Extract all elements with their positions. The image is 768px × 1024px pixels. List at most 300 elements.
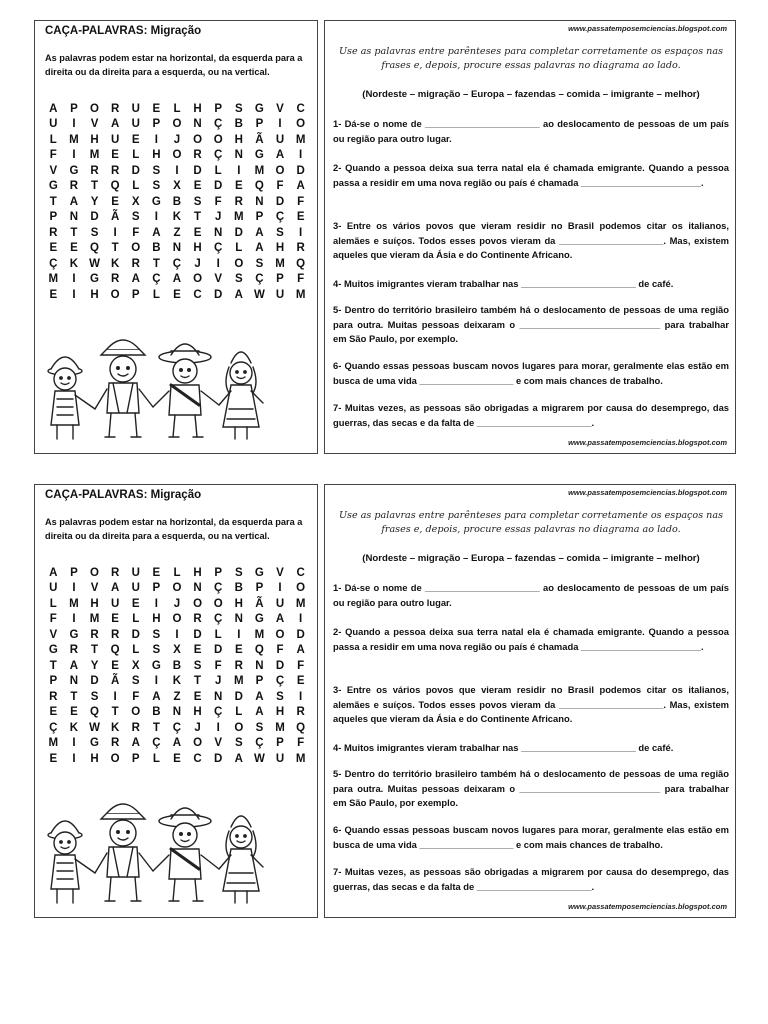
grid-row	[43, 287, 311, 303]
grid-letter: U	[110, 133, 120, 146]
grid-letter: S	[255, 257, 264, 270]
grid-letter: Q	[254, 180, 264, 193]
children-holding-hands-illustration	[43, 797, 311, 909]
grid-letter: R	[193, 613, 202, 626]
grid-letter: K	[172, 211, 182, 224]
grid-letter: D	[214, 288, 223, 301]
grid-letter: O	[193, 737, 203, 750]
grid-letter: E	[173, 288, 181, 301]
grid-letter: J	[173, 133, 181, 146]
question-4: 4- Muitos imigrantes vieram trabalhar nas ______________________ de café.	[333, 278, 674, 289]
grid-letter: R	[110, 566, 120, 579]
grid-letter: H	[152, 613, 161, 626]
grid-letter: E	[234, 180, 243, 193]
grid-letter: P	[49, 211, 58, 224]
grid-letter: O	[131, 242, 141, 255]
child-4	[219, 352, 263, 439]
grid-letter: O	[296, 582, 306, 595]
grid-letter: W	[253, 288, 265, 301]
grid-letter: M	[48, 737, 59, 750]
grid-letter: B	[234, 582, 243, 595]
grid-letter: D	[214, 180, 223, 193]
grid-letter: L	[132, 644, 140, 657]
grid-row	[43, 225, 311, 241]
grid-letter: X	[173, 180, 181, 193]
grid-letter: S	[193, 659, 202, 672]
grid-letter: Ç	[214, 118, 223, 131]
grid-letter: G	[48, 644, 58, 657]
wordsearch-card-bottom	[34, 484, 318, 918]
grid-letter: B	[172, 659, 182, 672]
grid-letter: Q	[110, 180, 120, 193]
grid-letter: Q	[254, 644, 264, 657]
grid-letter: S	[90, 690, 99, 703]
grid-letter: P	[276, 273, 284, 286]
grid-letter: A	[69, 195, 79, 208]
grid-letter: T	[91, 644, 99, 657]
grid-letter: F	[276, 644, 284, 657]
grid-letter: R	[110, 273, 120, 286]
grid-letter: C	[193, 288, 202, 301]
grid-letter: S	[152, 180, 161, 193]
grid-letter: N	[234, 149, 243, 162]
grid-row	[43, 117, 311, 133]
grid-letter: H	[275, 242, 285, 255]
grid-letter: R	[90, 628, 99, 641]
grid-letter: L	[152, 288, 160, 301]
grid-row	[43, 256, 311, 272]
grid-letter: S	[152, 164, 161, 177]
grid-letter: Ã	[255, 133, 264, 146]
grid-letter: I	[154, 675, 158, 688]
grid-letter: E	[49, 288, 58, 301]
grid-letter: I	[72, 582, 76, 595]
grid-letter: I	[72, 613, 76, 626]
grid-letter: N	[255, 195, 264, 208]
grid-letter: A	[255, 242, 264, 255]
grid-letter: D	[296, 628, 305, 641]
grid-letter: X	[131, 659, 140, 672]
grid-letter: R	[69, 644, 79, 657]
grid-letter: R	[131, 257, 140, 270]
grid-letter: Ç	[49, 721, 58, 734]
grid-letter: I	[72, 118, 76, 131]
grid-letter: Ç	[255, 737, 264, 750]
grid-letter: D	[275, 659, 285, 672]
child-3	[153, 808, 219, 901]
grid-letter: R	[193, 149, 202, 162]
grid-letter: T	[194, 211, 202, 224]
grid-letter: Ç	[255, 273, 264, 286]
grid-letter: A	[110, 118, 120, 131]
grid-letter: G	[151, 195, 161, 208]
grid-row	[43, 643, 311, 659]
grid-letter: H	[90, 752, 99, 765]
grid-letter: N	[172, 242, 182, 255]
grid-letter: G	[254, 566, 264, 579]
grid-letter: E	[152, 102, 161, 115]
exercise-card-top	[324, 20, 736, 454]
grid-letter: E	[296, 211, 305, 224]
grid-row	[43, 179, 311, 195]
grid-letter: Ã	[110, 211, 120, 224]
grid-letter: Ç	[172, 721, 182, 734]
question-1: 1- Dá-se o nome de ______________________ ao deslocamento de pessoas de um país ou região para outro lugar.	[333, 118, 729, 144]
grid-letter: N	[193, 118, 202, 131]
question-3: 3- Entre os vários povos que vieram residir no Brasil podemos citar os italianos, alemães e suíços. Todos esses povos vieram da ____________________. Mas, existem aqueles que vieram da Ásia e do Continente Africano.	[333, 220, 729, 260]
grid-letter: V	[276, 102, 284, 115]
grid-letter: I	[154, 211, 158, 224]
grid-letter: G	[90, 737, 99, 750]
grid-letter: M	[69, 133, 79, 146]
grid-letter: S	[90, 226, 99, 239]
site-url[interactable]: www.passatemposemciencias.blogspot.com	[568, 488, 727, 497]
grid-letter: R	[131, 721, 140, 734]
grid-letter: V	[214, 737, 223, 750]
wordsearch-card-top	[34, 20, 318, 454]
grid-letter: L	[132, 613, 140, 626]
grid-letter: F	[297, 659, 305, 672]
grid-letter: G	[69, 164, 79, 177]
grid-letter: J	[214, 675, 222, 688]
grid-letter: Ç	[214, 242, 223, 255]
grid-letter: I	[299, 690, 303, 703]
grid-letter: E	[49, 706, 58, 719]
grid-letter: P	[255, 582, 264, 595]
grid-letter: D	[90, 211, 99, 224]
grid-row	[43, 612, 311, 628]
site-url-footer[interactable]: www.passatemposemciencias.blogspot.com	[568, 902, 727, 911]
grid-row	[43, 101, 311, 117]
grid-letter: E	[193, 690, 202, 703]
grid-letter: Z	[173, 690, 181, 703]
grid-letter: A	[255, 226, 264, 239]
grid-letter: V	[90, 582, 99, 595]
grid-letter: I	[278, 118, 282, 131]
grid-letter: N	[214, 690, 223, 703]
exercise-card-bottom	[324, 484, 736, 918]
grid-letter: Ç	[214, 149, 223, 162]
grid-letter: D	[90, 675, 99, 688]
grid-letter: A	[110, 582, 120, 595]
grid-letter: E	[131, 597, 140, 610]
grid-letter: X	[173, 644, 181, 657]
grid-letter: S	[234, 102, 243, 115]
grid-letter: A	[49, 102, 58, 115]
grid-letter: S	[276, 226, 284, 239]
wordsearch-title: CAÇA-PALAVRAS: Migração	[45, 25, 202, 37]
grid-letter: T	[111, 706, 119, 719]
grid-letter: I	[237, 164, 241, 177]
grid-letter: S	[152, 628, 161, 641]
grid-letter: O	[213, 133, 223, 146]
grid-letter: F	[49, 149, 57, 162]
grid-letter: O	[131, 706, 141, 719]
grid-letter: S	[193, 195, 202, 208]
grid-letter: S	[234, 737, 243, 750]
grid-letter: I	[72, 288, 76, 301]
grid-letter: E	[131, 133, 140, 146]
grid-letter: Ç	[214, 706, 223, 719]
grid-letter: V	[49, 628, 58, 641]
grid-letter: A	[255, 690, 264, 703]
grid-letter: O	[172, 149, 182, 162]
grid-letter: Ç	[152, 273, 161, 286]
grid-letter: O	[193, 133, 203, 146]
grid-letter: L	[132, 180, 140, 193]
grid-letter: S	[276, 690, 284, 703]
grid-letter: M	[275, 721, 285, 734]
grid-letter: P	[255, 211, 264, 224]
grid-letter: I	[299, 613, 303, 626]
grid-letter: S	[234, 273, 243, 286]
grid-letter: Q	[90, 706, 99, 719]
grid-letter: G	[90, 273, 99, 286]
grid-letter: O	[234, 721, 244, 734]
grid-letter: S	[152, 644, 161, 657]
grid-letter: Ç	[49, 257, 58, 270]
grid-letter: Ç	[152, 737, 161, 750]
grid-letter: Ç	[214, 582, 223, 595]
grid-letter: Q	[296, 257, 306, 270]
grid-letter: F	[214, 195, 222, 208]
grid-letter: R	[110, 164, 120, 177]
grid-letter: O	[296, 118, 306, 131]
grid-row	[43, 596, 311, 612]
grid-letter: D	[131, 628, 140, 641]
grid-letter: B	[152, 706, 161, 719]
grid-letter: I	[237, 628, 241, 641]
grid-letter: R	[296, 242, 305, 255]
grid-letter: A	[131, 737, 140, 750]
grid-letter: O	[172, 582, 182, 595]
grid-letter: M	[48, 273, 59, 286]
grid-letter: U	[131, 566, 140, 579]
grid-letter: Y	[90, 195, 99, 208]
grid-letter: I	[72, 149, 76, 162]
grid-letter: A	[255, 706, 264, 719]
grid-letter: E	[49, 752, 58, 765]
grid-letter: Q	[90, 242, 99, 255]
grid-letter: B	[234, 118, 243, 131]
grid-letter: P	[152, 582, 161, 595]
question-2: 2- Quando a pessoa deixa sua terra natal ela é chamada emigrante. Quando a pessoa passa a residir em uma nova região ou país é chamada _______________________.	[333, 626, 729, 652]
grid-letter: Ç	[275, 211, 285, 224]
grid-letter: J	[173, 597, 181, 610]
grid-letter: I	[216, 721, 220, 734]
grid-letter: T	[91, 180, 99, 193]
grid-letter: B	[152, 242, 161, 255]
grid-letter: J	[194, 257, 201, 270]
grid-letter: E	[111, 613, 119, 626]
grid-letter: A	[172, 737, 182, 750]
grid-letter: H	[152, 149, 161, 162]
grid-letter: L	[49, 133, 57, 146]
grid-letter: U	[49, 582, 58, 595]
grid-letter: M	[295, 288, 306, 301]
grid-letter: V	[276, 566, 284, 579]
grid-letter: I	[299, 226, 303, 239]
grid-row	[43, 751, 311, 767]
question-5: 5- Dentro do território brasileiro também há o deslocamento de pessoas de uma região para outra. Muitas pessoas deixaram o ___________________________ para trabalhar em São Paulo, por exemplo.	[333, 304, 729, 344]
grid-letter: P	[131, 752, 140, 765]
grid-letter: D	[234, 226, 243, 239]
grid-letter: Ã	[255, 597, 264, 610]
grid-letter: W	[89, 721, 100, 734]
grid-letter: A	[234, 288, 243, 301]
child-2	[95, 340, 153, 437]
grid-letter: J	[194, 721, 201, 734]
grid-letter: F	[214, 659, 222, 672]
grid-letter: H	[193, 706, 202, 719]
grid-letter: G	[254, 613, 264, 626]
grid-letter: R	[234, 195, 243, 208]
grid-letter: Ç	[214, 613, 223, 626]
grid-letter: I	[113, 690, 117, 703]
grid-letter: F	[297, 195, 305, 208]
grid-letter: S	[131, 675, 140, 688]
question-7: 7- Muitas vezes, as pessoas são obrigadas a migrarem por causa do desemprego, das guerras, das secas e da falta de ______________________.	[333, 402, 729, 428]
grid-letter: C	[296, 102, 305, 115]
exercise-hint: Use as palavras entre parênteses para completar corretamente os espaços nas frases e, depois, procure essas palavras no diagrama ao lado.	[338, 510, 724, 535]
grid-letter: E	[173, 752, 181, 765]
grid-letter: Ã	[110, 675, 120, 688]
question-7: 7- Muitas vezes, as pessoas são obrigadas a migrarem por causa do desemprego, das guerras, das secas e da falta de ______________________.	[333, 866, 729, 892]
grid-letter: G	[254, 102, 264, 115]
children-holding-hands-illustration	[43, 333, 311, 445]
grid-letter: K	[69, 257, 79, 270]
grid-letter: L	[132, 149, 140, 162]
grid-letter: P	[276, 737, 284, 750]
grid-letter: O	[213, 597, 223, 610]
grid-letter: D	[193, 164, 202, 177]
grid-letter: M	[233, 211, 244, 224]
child-1	[48, 357, 95, 439]
grid-letter: L	[173, 102, 181, 115]
grid-row	[43, 674, 311, 690]
grid-letter: F	[276, 180, 284, 193]
grid-letter: P	[214, 566, 223, 579]
grid-letter: H	[234, 133, 243, 146]
grid-letter: Y	[90, 659, 99, 672]
grid-letter: K	[110, 257, 120, 270]
grid-letter: P	[255, 118, 264, 131]
grid-letter: P	[70, 102, 78, 115]
grid-letter: I	[154, 133, 158, 146]
grid-letter: J	[214, 211, 222, 224]
grid-letter: O	[90, 566, 99, 579]
grid-letter: S	[255, 721, 264, 734]
grid-letter: G	[151, 659, 161, 672]
grid-letter: T	[152, 257, 160, 270]
grid-letter: O	[234, 257, 244, 270]
grid-letter: R	[110, 737, 120, 750]
site-url[interactable]: www.passatemposemciencias.blogspot.com	[568, 24, 727, 33]
grid-letter: F	[132, 226, 140, 239]
question-4: 4- Muitos imigrantes vieram trabalhar nas ______________________ de café.	[333, 742, 674, 753]
grid-letter: N	[255, 659, 264, 672]
grid-letter: T	[49, 195, 57, 208]
grid-letter: I	[113, 226, 117, 239]
grid-letter: N	[69, 211, 79, 224]
grid-letter: M	[89, 149, 100, 162]
letter-grid	[43, 101, 311, 303]
grid-letter: W	[89, 257, 100, 270]
grid-letter: R	[69, 180, 79, 193]
grid-letter: K	[69, 721, 79, 734]
grid-letter: O	[110, 752, 120, 765]
grid-letter: U	[49, 118, 58, 131]
grid-letter: I	[216, 257, 220, 270]
grid-letter: O	[172, 613, 182, 626]
grid-letter: E	[49, 242, 58, 255]
grid-row	[43, 132, 311, 148]
grid-letter: A	[69, 659, 79, 672]
grid-letter: M	[89, 613, 100, 626]
grid-letter: S	[131, 211, 140, 224]
grid-row	[43, 689, 311, 705]
grid-letter: G	[69, 628, 79, 641]
grid-letter: R	[49, 226, 58, 239]
grid-letter: Q	[110, 644, 120, 657]
grid-letter: D	[296, 164, 305, 177]
grid-letter: O	[110, 288, 120, 301]
grid-letter: B	[172, 195, 182, 208]
grid-letter: R	[110, 628, 120, 641]
word-bank: (Nordeste – migração – Europa – fazendas – comida – imigrante – melhor)	[362, 89, 700, 100]
grid-letter: Ç	[275, 675, 285, 688]
grid-letter: E	[70, 242, 78, 255]
site-url-footer[interactable]: www.passatemposemciencias.blogspot.com	[568, 438, 727, 447]
grid-letter: Ç	[172, 257, 182, 270]
grid-letter: O	[275, 628, 285, 641]
grid-letter: I	[175, 628, 179, 641]
grid-letter: A	[172, 273, 182, 286]
child-2	[95, 804, 153, 901]
grid-letter: O	[275, 164, 285, 177]
grid-letter: D	[131, 164, 140, 177]
grid-letter: P	[255, 675, 264, 688]
grid-letter: U	[275, 597, 285, 610]
grid-letter: X	[131, 195, 140, 208]
grid-letter: P	[152, 118, 161, 131]
grid-letter: M	[295, 133, 306, 146]
grid-letter: D	[214, 752, 223, 765]
grid-row	[43, 272, 311, 288]
grid-letter: L	[214, 628, 222, 641]
grid-letter: A	[275, 149, 285, 162]
grid-letter: H	[193, 566, 202, 579]
grid-letter: R	[234, 659, 243, 672]
grid-letter: A	[152, 690, 161, 703]
grid-letter: N	[193, 582, 202, 595]
grid-letter: R	[110, 102, 120, 115]
grid-letter: E	[70, 706, 78, 719]
grid-letter: I	[154, 597, 158, 610]
grid-letter: G	[48, 180, 58, 193]
grid-letter: M	[295, 752, 306, 765]
grid-letter: M	[69, 597, 79, 610]
grid-letter: N	[214, 226, 223, 239]
grid-letter: N	[172, 706, 182, 719]
question-3: 3- Entre os vários povos que vieram residir no Brasil podemos citar os italianos, alemães e suíços. Todos esses povos vieram da ____________________. Mas, existem aqueles que vieram da Ásia e do Continente Africano.	[333, 684, 729, 724]
grid-letter: U	[131, 102, 140, 115]
grid-letter: S	[234, 566, 243, 579]
grid-letter: Z	[173, 226, 181, 239]
grid-letter: L	[152, 752, 160, 765]
grid-letter: U	[275, 288, 285, 301]
grid-letter: A	[49, 566, 58, 579]
